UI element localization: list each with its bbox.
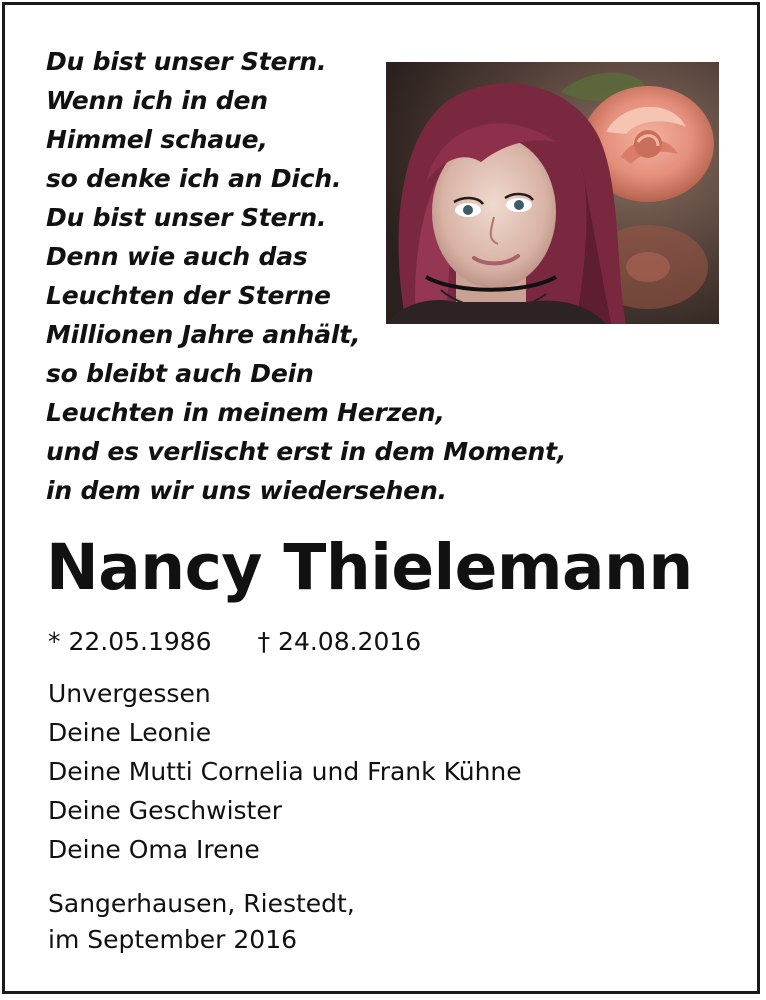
mourner-line: Deine Leonie (48, 718, 212, 747)
poem-line: Wenn ich in den (46, 86, 268, 115)
portrait-photo (386, 62, 719, 324)
poem-line: Denn wie auch das (46, 242, 308, 271)
poem-line: so bleibt auch Dein (46, 359, 314, 388)
mourner-line: Unvergessen (48, 679, 211, 708)
birth-date: * 22.05.1986 (48, 627, 212, 656)
month-line: im September 2016 (48, 925, 297, 954)
poem-line: Himmel schaue, (46, 125, 268, 154)
place-and-date (48, 886, 355, 958)
deceased-name: Nancy Thielemann (46, 531, 693, 604)
mourners-list (48, 674, 522, 869)
mourner-line: Deine Oma Irene (48, 835, 260, 864)
poem-line: Leuchten in meinem Herzen, (46, 398, 445, 427)
poem-line: in dem wir uns wiedersehen. (46, 476, 447, 505)
poem-line: Millionen Jahre anhält, (46, 320, 361, 349)
place-line: Sangerhausen, Riestedt, (48, 889, 355, 918)
mourner-line: Deine Mutti Cornelia und Frank Kühne (48, 757, 522, 786)
poem-line: Du bist unser Stern. (46, 203, 327, 232)
poem-line: so denke ich an Dich. (46, 164, 342, 193)
poem-line: und es verlischt erst in dem Moment, (46, 437, 567, 466)
life-dates (48, 624, 421, 660)
death-date: † 24.08.2016 (257, 627, 422, 656)
mourner-line: Deine Geschwister (48, 796, 282, 825)
poem-line: Du bist unser Stern. (46, 47, 327, 76)
poem-line: Leuchten der Sterne (46, 281, 331, 310)
